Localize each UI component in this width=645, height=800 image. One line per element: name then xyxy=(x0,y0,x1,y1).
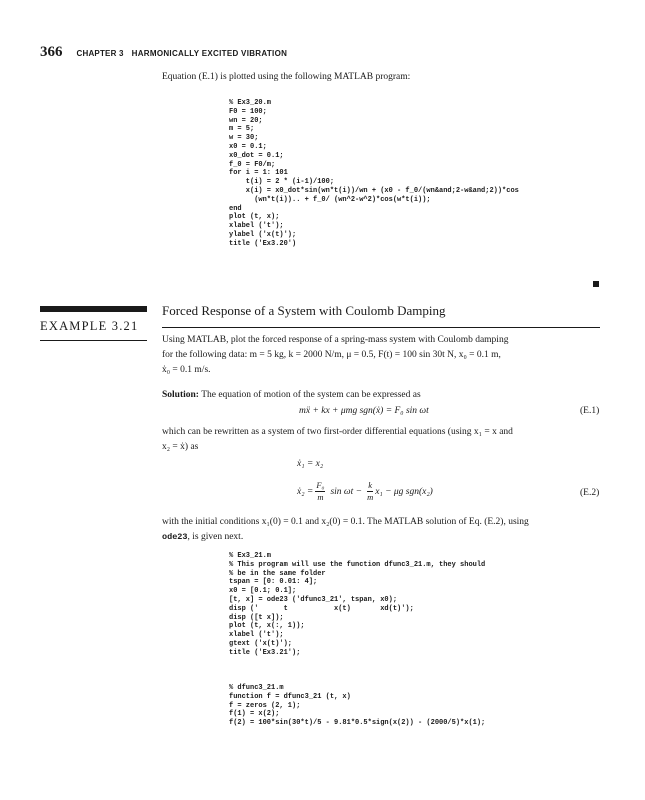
equation-e2-number: (E.2) xyxy=(580,488,600,498)
solution-label: Solution: xyxy=(162,390,199,400)
rewrite-line: which can be rewritten as a system of two first-order differential equations (using x₁ = x and xyxy=(162,427,513,437)
inline-code-ode23: ode23 xyxy=(162,532,188,542)
code-block-ex3-21: % Ex3_21.m % This program will use the function dfunc3_21.m, they should % be in the same folder tspan = [0: 0.01: 4]; x0 = [0.1; 0.1]; [t, x] = ode23 ('dfunc3_21', tspan, x0); disp (' t x(t) xd(t)'); disp ([t x]); plot (t, x(:, 1)); xlabel ('t'); gtext ('x(t)'); title ('Ex3.21'); xyxy=(229,552,486,657)
problem-line: ẋ₀ = 0.1 m/s. xyxy=(162,365,211,375)
problem-line: Using MATLAB, plot the forced response of a spring-mass system with Coulomb damping xyxy=(162,335,509,345)
equation-e1-number: (E.1) xyxy=(580,406,600,416)
initial-line-rest: , is given next. xyxy=(187,532,244,542)
rewrite-line: x₂ = ẋ) as xyxy=(162,442,199,452)
code-block-ex3-20: % Ex3_20.m F0 = 100; wn = 20; m = 5; w = 30; x0 = 0.1; x0_dot = 0.1; f_0 = F0/m; for i = 1: 101 t(i) = 2 * (i-1)/100; x(i) = x0_dot*sin(wn*t(i))/wn + (x0 - f_0/(wn&and;2-w&and;2))*cos (wn*t(i)).. + f_0/ (wn^2-w^2)*cos(w*t(i)); end plot (t, x); xlabel ('t'); ylabel ('x(t)'); title ('Ex3.20') xyxy=(229,99,519,248)
equation-e2b xyxy=(297,480,433,503)
intro-paragraph: Equation (E.1) is plotted using the following MATLAB program: xyxy=(162,72,411,82)
solution-text: The equation of motion of the system can be expressed as xyxy=(201,390,421,400)
problem-statement xyxy=(162,333,600,378)
fraction-f0-over-m xyxy=(315,480,325,503)
equation-e1: mẍ + kx + μmg sgn(ẋ) = F₀ sin ωt xyxy=(299,406,429,416)
fraction-denominator: m xyxy=(367,492,374,502)
running-header xyxy=(40,44,287,60)
code-block-dfunc3-21: % dfunc3_21.m function f = dfunc3_21 (t, x) f = zeros (2, 1); f(1) = x(2); f(2) = 100*sin(30*t)/5 - 9.81*0.5*sign(x(2)) - (2000/5)*x(1); xyxy=(229,684,486,728)
fraction-numerator: k xyxy=(368,480,373,490)
rewrite-paragraph xyxy=(162,425,600,455)
fraction-denominator: m xyxy=(317,492,324,502)
title-rule xyxy=(162,327,600,328)
initial-conditions-paragraph xyxy=(162,515,600,545)
eq2b-tail: x₁ − μg sgn(x₂) xyxy=(375,486,433,497)
initial-line: with the initial conditions x₁(0) = 0.1 and x₂(0) = 0.1. The MATLAB solution of Eq. (E.2), using xyxy=(162,517,529,527)
chapter-title: HARMONICALLY EXCITED VIBRATION xyxy=(131,49,288,58)
example-label: EXAMPLE 3.21 xyxy=(40,319,139,333)
solution-paragraph xyxy=(162,388,600,403)
eq2b-mid: sin ωt − xyxy=(330,486,363,497)
equation-e2a: ẋ₁ = x₂ xyxy=(297,459,324,469)
example-underline xyxy=(40,340,147,341)
chapter-label: CHAPTER 3 xyxy=(76,49,124,58)
eq2b-lhs: ẋ₂ = xyxy=(297,486,314,497)
page-number: 366 xyxy=(40,44,63,60)
end-of-example-mark xyxy=(593,281,599,287)
initial-line-2 xyxy=(162,530,600,545)
example-bar xyxy=(40,306,147,312)
fraction-k-over-m xyxy=(367,480,373,503)
problem-line: for the following data: m = 5 kg, k = 2000 N/m, μ = 0.5, F(t) = 100 sin 30t N, x₀ = 0.1 m, xyxy=(162,350,501,360)
example-title: Forced Response of a System with Coulomb Damping xyxy=(162,303,446,318)
fraction-numerator: F₀ xyxy=(316,480,325,490)
